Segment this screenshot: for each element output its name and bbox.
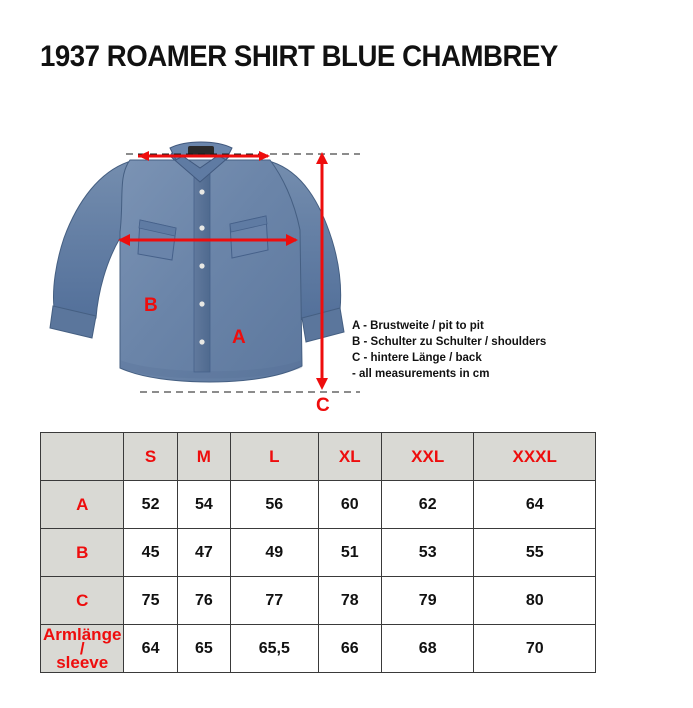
cell-sleeve-xxl: 68 — [381, 625, 473, 673]
cell-c-l: 77 — [231, 577, 319, 625]
legend-line-units: - all measurements in cm — [352, 368, 490, 380]
cell-b-s: 45 — [124, 529, 177, 577]
cell-b-xxxl: 55 — [474, 529, 596, 577]
marker-label-b: B — [144, 295, 158, 316]
cell-c-xxxl: 80 — [474, 577, 596, 625]
cell-sleeve-m: 65 — [177, 625, 230, 673]
size-chart-table — [40, 432, 596, 673]
cell-a-l: 56 — [231, 481, 319, 529]
row-label-c: C — [41, 577, 124, 625]
cell-c-s: 75 — [124, 577, 177, 625]
table-row — [41, 481, 596, 529]
table-row — [41, 577, 596, 625]
cell-c-xxl: 79 — [381, 577, 473, 625]
cell-b-m: 47 — [177, 529, 230, 577]
table-row — [41, 625, 596, 673]
column-header-xl: XL — [318, 433, 381, 481]
table-row — [41, 529, 596, 577]
row-label-sleeve — [41, 625, 124, 673]
cell-sleeve-xxxl: 70 — [474, 625, 596, 673]
cell-c-m: 76 — [177, 577, 230, 625]
cell-a-s: 52 — [124, 481, 177, 529]
cell-sleeve-l: 65,5 — [231, 625, 319, 673]
cell-b-xxl: 53 — [381, 529, 473, 577]
column-header-xxl: XXL — [381, 433, 473, 481]
cell-sleeve-s: 64 — [124, 625, 177, 673]
table-header-row — [41, 433, 596, 481]
cell-b-l: 49 — [231, 529, 319, 577]
measurement-legend — [352, 318, 546, 382]
row-label-sleeve-line1: Armlänge / — [43, 624, 122, 658]
shirt-illustration — [20, 120, 380, 410]
legend-line-b: B - Schulter zu Schulter / shoulders — [352, 336, 547, 348]
cell-sleeve-xl: 66 — [318, 625, 381, 673]
legend-line-c: C - hintere Länge / back — [352, 352, 482, 364]
column-header-l: L — [231, 433, 319, 481]
column-header-xxxl: XXXL — [474, 433, 596, 481]
marker-label-a: A — [232, 327, 246, 348]
cell-a-xxl: 62 — [381, 481, 473, 529]
cell-c-xl: 78 — [318, 577, 381, 625]
shirt-diagram — [20, 120, 380, 416]
table-corner-cell — [41, 433, 124, 481]
cell-a-m: 54 — [177, 481, 230, 529]
cell-b-xl: 51 — [318, 529, 381, 577]
row-label-sleeve-line2: sleeve — [56, 652, 109, 672]
marker-label-c: C — [316, 395, 330, 416]
column-header-s: S — [124, 433, 177, 481]
cell-a-xl: 60 — [318, 481, 381, 529]
row-label-b: B — [41, 529, 124, 577]
row-label-a: A — [41, 481, 124, 529]
legend-line-a: A - Brustweite / pit to pit — [352, 320, 484, 332]
page-title: 1937 ROAMER SHIRT BLUE CHAMBREY — [40, 40, 558, 73]
column-header-m: M — [177, 433, 230, 481]
cell-a-xxxl: 64 — [474, 481, 596, 529]
